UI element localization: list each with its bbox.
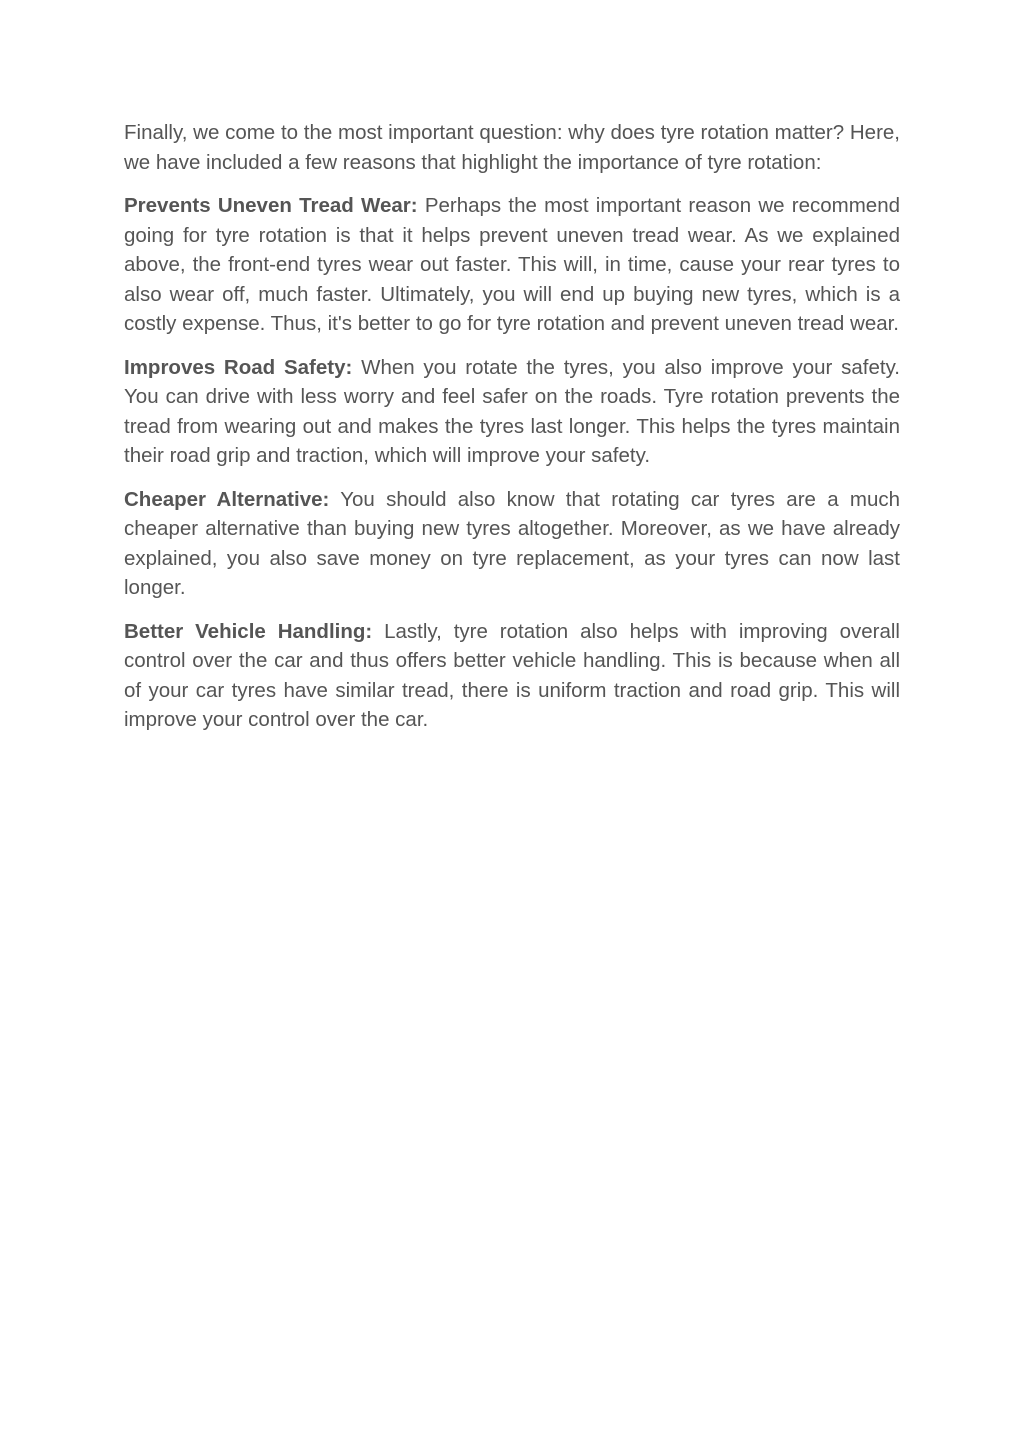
reason-heading: Better Vehicle Handling: (124, 619, 373, 643)
reason-body: You should also know that rotating car tyres are a much cheaper alternative than buying new tyres altogether. Moreover, as we have already explained, you also save money on tyre replacement, as your tyres can now last longer. (124, 487, 901, 599)
reason-body: When you rotate the tyres, you also improve your safety. You can drive with less worry and feel safer on the roads. Tyre rotation prevents the tread from wearing out and makes the tyres last longer. This helps the tyres maintain their road grip and traction, which will improve your safety. (124, 355, 901, 467)
reason-paragraph-cheaper-alternative (124, 485, 900, 603)
reason-body: Perhaps the most important reason we recommend going for tyre rotation is that it helps prevent uneven tread wear. As we explained above, the front-end tyres wear out faster. This will, in time, cause your rear tyres to also wear off, much faster. Ultimately, you will end up buying new tyres, which is a costly expense. Thus, it's better to go for tyre rotation and prevent uneven tread wear. (124, 194, 900, 335)
reason-heading: Cheaper Alternative: (124, 487, 330, 511)
intro-paragraph: Finally, we come to the most important question: why does tyre rotation matter? Here, we have included a few reasons that highlight the importance of tyre rotation: (124, 121, 900, 174)
reason-paragraph-road-safety (124, 353, 900, 471)
reason-body: Lastly, tyre rotation also helps with improving overall control over the car and thus offers better vehicle handling. This is because when all of your car tyres have similar tread, there is uniform traction and road grip. This will improve your control over the car. (124, 619, 900, 731)
reason-heading: Improves Road Safety: (124, 355, 353, 379)
document-page (124, 118, 900, 749)
reason-paragraph-vehicle-handling (124, 617, 900, 735)
reason-paragraph-tread-wear (124, 191, 900, 339)
reason-heading: Prevents Uneven Tread Wear: (124, 194, 418, 217)
